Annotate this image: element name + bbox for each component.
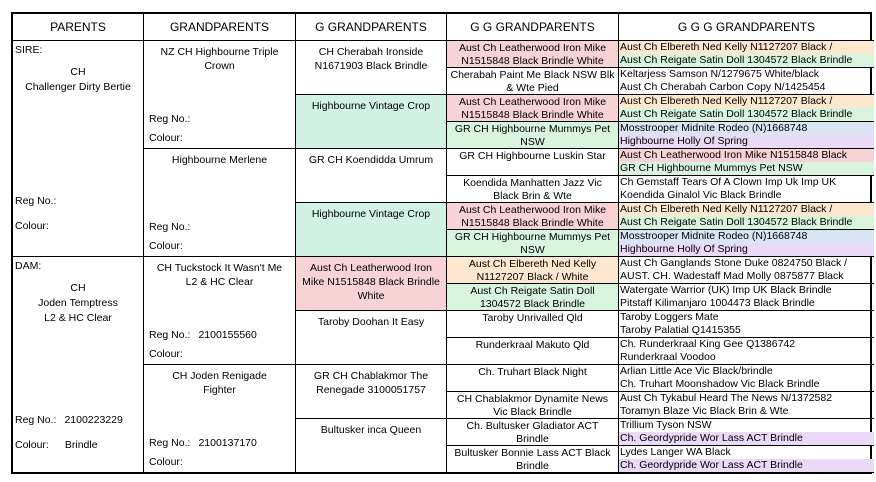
ggg-grandparent-name: Watergate Warrior (UK) Imp UK Black Brindle (620, 284, 832, 296)
g-grandparent-cell (296, 149, 447, 203)
reg-label: Reg No.: (149, 113, 191, 125)
grandparent-colour-row (149, 347, 183, 361)
ggg-grandparent-name: Aust Ch Tykabul Heard The News N/1372582 (620, 392, 833, 404)
gg-grandparent-cell (447, 311, 619, 338)
g-grandparent-cell (296, 311, 447, 365)
ggg-grandparent-name: Ch. Truhart Moonshadow Vic Black Brindle (620, 378, 820, 390)
ggg-grandparent-name: Koendida Ginalol Vic Black Brindle (620, 189, 782, 201)
ggg-grandparent-name: Ch Gemstaff Tears Of A Clown Imp Uk Imp UK (620, 176, 837, 188)
ggg-grandparent-name: Aust Ch Reigate Satin Doll 1304572 Black Brindle (619, 216, 874, 229)
ggg-grandparent-cell (619, 95, 874, 122)
ggg-grandparent-name: Aust Ch Elbereth Ned Kelly N1127207 Black / (619, 95, 874, 108)
ggg-grandparent-cell (619, 446, 874, 473)
column-header-label: G G G GRANDPARENTS (677, 20, 816, 34)
colour-label: Colour: (149, 456, 183, 468)
gg-grandparent-cell (447, 392, 619, 419)
g-grandparent-name: CH Cherabah Ironside N1671903 Black Brindle (314, 46, 428, 72)
g-grandparent-name: GR CH Chablakmor The Renegade 3100051757 (313, 370, 429, 396)
gg-grandparent-cell (447, 419, 619, 446)
dam-reg-row (15, 414, 123, 426)
g-grandparent-cell (296, 41, 447, 95)
ggg-grandparent-cell (619, 122, 874, 149)
grandparent-cell (144, 149, 296, 257)
gg-grandparent-name: CH Chablakmor Dynamite News Vic Black Brindle (456, 393, 609, 418)
grandparent-name: CH Joden Renigade Fighter (172, 370, 267, 396)
gg-grandparent-name: Ch. Truhart Black Night (478, 366, 587, 378)
grandparent-cell (144, 365, 296, 473)
sire-role-label: SIRE: (15, 44, 43, 56)
column-header (296, 14, 447, 41)
ggg-grandparent-name: Toramyn Blaze Vic Black Brin & Wte (620, 405, 789, 417)
grandparent-cell (144, 257, 296, 365)
dam-name: Joden Temptress (38, 297, 118, 309)
ggg-grandparent-name: Lydes Langer WA Black (620, 446, 731, 458)
gg-grandparent-name: Taroby Unrivalled Qld (482, 312, 583, 324)
ggg-grandparent-cell (619, 68, 874, 95)
grandparent-reg-value: 2100137170 (198, 437, 257, 449)
grandparent-colour-row (149, 455, 183, 469)
dam-cell (13, 257, 144, 473)
gg-grandparent-name: Bultusker Bonnie Lass ACT Black Brindle (454, 447, 611, 472)
grandparent-colour-row (149, 131, 183, 145)
reg-label: Reg No.: (149, 329, 191, 341)
sire-reg-row (15, 195, 64, 207)
ggg-grandparent-name: Trillium Tyson NSW (620, 419, 712, 431)
ggg-grandparent-name: Ch. Geordypride Wor Lass ACT Brindle (619, 459, 874, 472)
grandparent-reg-row (149, 436, 257, 450)
gg-grandparent-cell (447, 230, 619, 257)
ggg-grandparent-name: Taroby Palatial Q1415355 (620, 324, 741, 336)
g-grandparent-cell (296, 365, 447, 419)
g-grandparent-name: Highbourne Vintage Crop (311, 100, 431, 112)
grandparent-name: CH Tuckstock It Wasn't Me L2 & HC Clear (156, 262, 283, 288)
gg-grandparent-cell (447, 446, 619, 473)
ggg-grandparent-name: Ch. Runderkraal King Gee Q1386742 (620, 338, 796, 350)
dam-suffix: L2 & HC Clear (44, 312, 112, 324)
grandparent-reg-row (149, 112, 198, 126)
sire-cell (13, 41, 144, 257)
dam-title: CH (70, 282, 86, 294)
ggg-grandparent-name: Aust Ch Ganglands Stone Duke 0824750 Black / (620, 257, 848, 269)
gg-grandparent-name: Aust Ch Leatherwood Iron Mike N1515848 Black Brindle White (458, 96, 607, 121)
gg-grandparent-name: Aust Ch Leatherwood Iron Mike N1515848 Black Brindle White (458, 204, 607, 229)
gg-grandparent-cell (447, 203, 619, 230)
gg-grandparent-name: Aust Ch Elbereth Ned Kelly N1127207 Black / White (468, 258, 597, 283)
reg-label: Reg No.: (15, 414, 57, 426)
gg-grandparent-cell (447, 149, 619, 176)
grandparent-colour-row (149, 239, 183, 253)
g-grandparent-cell (296, 203, 447, 257)
ggg-grandparent-name: Highbourne Holly Of Spring (619, 135, 874, 148)
g-grandparent-name: Highbourne Vintage Crop (311, 208, 431, 220)
column-header-label: G GRANDPARENTS (315, 20, 427, 34)
ggg-grandparent-name: Highbourne Holly Of Spring (619, 243, 874, 256)
ggg-grandparent-cell (619, 338, 874, 365)
g-grandparent-name: GR CH Koendidda Umrum (308, 154, 434, 166)
ggg-grandparent-cell (619, 419, 874, 446)
colour-label: Colour: (149, 132, 183, 144)
column-header-label: GRANDPARENTS (169, 20, 270, 34)
gg-grandparent-name: GR CH Highbourne Luskin Star (459, 150, 606, 162)
colour-label: Colour: (149, 240, 183, 252)
gg-grandparent-name: GR CH Highbourne Mummys Pet NSW (454, 231, 611, 256)
grandparent-name: NZ CH Highbourne Triple Crown (160, 46, 279, 72)
gg-grandparent-name: Koendida Manhatten Jazz Vic Black Brin & Wte (463, 177, 602, 202)
ggg-grandparent-cell (619, 284, 874, 311)
ggg-grandparent-name: Aust Ch Reigate Satin Doll 1304572 Black Brindle (619, 54, 874, 67)
g-grandparent-cell (296, 95, 447, 149)
g-grandparent-cell (296, 419, 447, 473)
gg-grandparent-name: Ch. Bultusker Gladiator ACT Brindle (466, 420, 599, 445)
gg-grandparent-name: GR CH Highbourne Mummys Pet NSW (454, 123, 611, 148)
colour-label: Colour: (15, 439, 49, 451)
pedigree-table (11, 12, 872, 474)
gg-grandparent-name: Cherabah Paint Me Black NSW Blk & Wte Pied (450, 69, 615, 94)
sire-name: Challenger Dirty Bertie (25, 81, 131, 93)
reg-label: Reg No.: (15, 195, 57, 207)
ggg-grandparent-cell (619, 41, 874, 68)
ggg-grandparent-name: Aust Ch Elbereth Ned Kelly N1127207 Black / (619, 41, 874, 54)
gg-grandparent-cell (447, 338, 619, 365)
ggg-grandparent-name: Pitstaff Kilimanjaro 1004473 Black Brindle (620, 297, 815, 309)
dam-colour-value: Brindle (64, 439, 98, 451)
gg-grandparent-cell (447, 122, 619, 149)
sire-title: CH (70, 66, 86, 78)
colour-label: Colour: (15, 220, 49, 232)
g-grandparent-name: Bultusker inca Queen (320, 424, 422, 436)
column-header (13, 14, 144, 41)
ggg-grandparent-name: Ch. Geordypride Wor Lass ACT Brindle (619, 432, 874, 445)
grandparent-reg-value: 2100155560 (198, 329, 257, 341)
grandparent-reg-row (149, 220, 198, 234)
gg-grandparent-cell (447, 257, 619, 284)
dam-name-block (13, 281, 143, 326)
sire-colour-row (15, 220, 65, 232)
gg-grandparent-cell (447, 95, 619, 122)
ggg-grandparent-name: GR CH Highbourne Mummys Pet NSW (619, 162, 874, 175)
gg-grandparent-cell (447, 176, 619, 203)
column-header (144, 14, 296, 41)
column-header-label: G G GRANDPARENTS (470, 20, 595, 34)
ggg-grandparent-cell (619, 311, 874, 338)
gg-grandparent-name: Aust Ch Leatherwood Iron Mike N1515848 Black Brindle White (458, 42, 607, 67)
g-grandparent-cell (296, 257, 447, 311)
ggg-grandparent-name: Keltarjess Samson N/1279675 White/black (620, 68, 820, 80)
dam-reg-value: 2100223229 (64, 414, 123, 426)
ggg-grandparent-name: Aust Ch Elbereth Ned Kelly N1127207 Black / (619, 203, 874, 216)
dam-role-label: DAM: (15, 260, 42, 272)
ggg-grandparent-name: Runderkraal Voodoo (620, 351, 716, 363)
gg-grandparent-cell (447, 41, 619, 68)
ggg-grandparent-cell (619, 365, 874, 392)
gg-grandparent-name: Runderkraal Makuto Qld (475, 339, 590, 351)
column-header (447, 14, 619, 41)
column-header-label: PARENTS (50, 20, 106, 34)
grandparent-name: Highbourne Merlene (171, 154, 268, 166)
grandparent-cell (144, 41, 296, 149)
ggg-grandparent-cell (619, 257, 874, 284)
sire-name-block (13, 65, 143, 95)
ggg-grandparent-name: Arlian Little Ace Vic Black/brindle (620, 365, 773, 377)
dam-colour-row (15, 439, 98, 451)
gg-grandparent-name: Aust Ch Reigate Satin Doll 1304572 Black Brindle (470, 285, 595, 310)
gg-grandparent-cell (447, 365, 619, 392)
ggg-grandparent-name: Aust Ch Cherabah Carbon Copy N/1425454 (620, 81, 826, 93)
ggg-grandparent-name: Taroby Loggers Mate (620, 311, 719, 323)
g-grandparent-name: Aust Ch Leatherwood Iron Mike N1515848 Black Brindle White (302, 262, 440, 302)
reg-label: Reg No.: (149, 221, 191, 233)
reg-label: Reg No.: (149, 437, 191, 449)
ggg-grandparent-name: Mosstrooper Midnite Rodeo (N)1668748 (619, 230, 874, 243)
column-header (619, 14, 874, 41)
ggg-grandparent-cell (619, 149, 874, 176)
ggg-grandparent-name: Aust Ch Leatherwood Iron Mike N1515848 Black (619, 149, 874, 162)
ggg-grandparent-cell (619, 392, 874, 419)
ggg-grandparent-name: Mosstrooper Midnite Rodeo (N)1668748 (619, 122, 874, 135)
ggg-grandparent-name: AUST. CH. Wadestaff Mad Molly 0875877 Black (620, 270, 844, 282)
grandparent-reg-row (149, 328, 257, 342)
gg-grandparent-cell (447, 68, 619, 95)
ggg-grandparent-cell (619, 203, 874, 230)
colour-label: Colour: (149, 348, 183, 360)
gg-grandparent-cell (447, 284, 619, 311)
ggg-grandparent-cell (619, 230, 874, 257)
ggg-grandparent-cell (619, 176, 874, 203)
g-grandparent-name: Taroby Doohan It Easy (317, 316, 425, 328)
ggg-grandparent-name: Aust Ch Reigate Satin Doll 1304572 Black Brindle (619, 108, 874, 121)
